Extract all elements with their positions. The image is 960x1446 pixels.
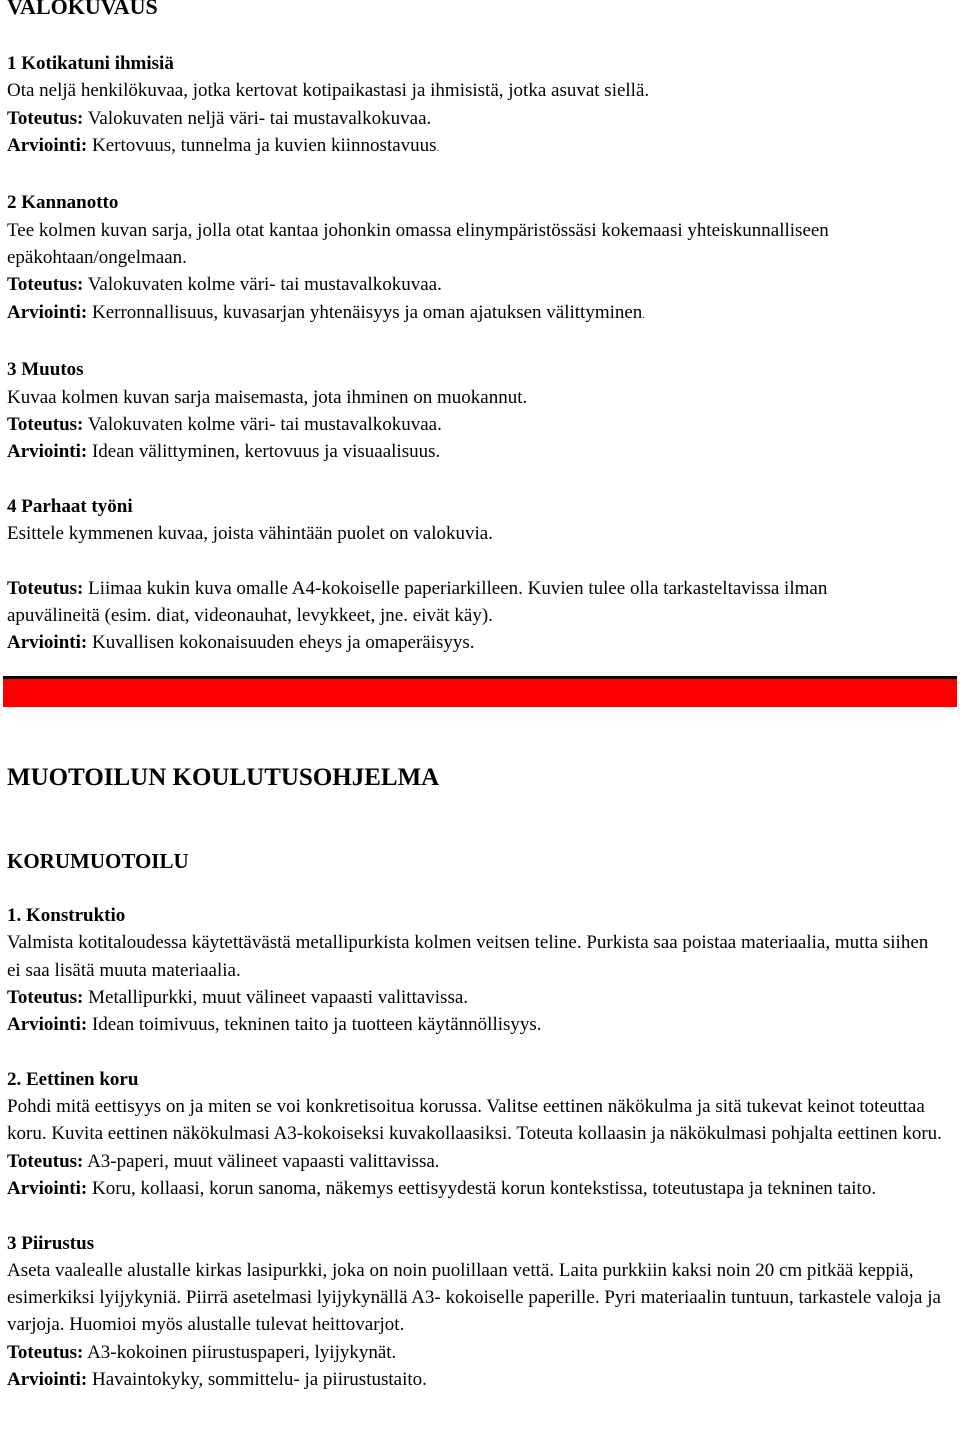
task-toteutus: Toteutus: A3-kokoinen piirustuspaperi, lyijykynät. [7,1341,397,1363]
task-description: Pohdi mitä eettisyys on ja miten se voi konkretisoitua korussa. Valitse eettinen näkökulma ja sitä tukevat keinot toteuttaa koru. Kuvita eettinen näkökulmasi A3-kokoiseksi kuvakollaasiksi. Toteuta kollaasin ja näkökulmasi pohjalta eettinen koru. [7,1096,942,1145]
task-arviointi: Arviointi: Idean toimivuus, tekninen taito ja tuotteen käytännöllisyys. [7,1014,542,1036]
task-toteutus: Toteutus: Valokuvaten kolme väri- tai mustavalkokuvaa. [7,413,442,435]
main-heading: MUOTOILUN KOULUTUSOHJELMA [7,764,440,791]
photo-task-1 [7,50,953,162]
sub-heading: KORUMUOTOILU [7,849,189,873]
task-arviointi: Arviointi: Idean välittyminen, kertovuus ja visuaalisuus. [7,441,441,463]
task-arviointi: Arviointi: Koru, kollaasi, korun sanoma, näkemys eettisyydestä korun kontekstissa, toteutustapa ja tekninen taito. [7,1177,877,1199]
task-description: Valmista kotitaloudessa käytettävästä metallipurkista kolmen veitsen teline. Purkista saa poistaa materiaalia, mutta siihen ei saa lisätä muuta materiaalia. [7,932,929,981]
red-divider-bar [3,676,957,707]
task-arviointi: Arviointi: Kuvallisen kokonaisuuden eheys ja omaperäisyys. [7,632,475,654]
task-description: Esittele kymmenen kuvaa, joista vähintään puolet on valokuvia. [7,523,493,545]
design-task-1 [7,902,953,1038]
task-title: 1 Kotikatuni ihmisiä [7,53,174,74]
design-task-3 [7,1230,953,1394]
design-task-2 [7,1066,953,1202]
photo-task-3 [7,356,953,465]
photo-task-4 [7,493,953,657]
task-description: Ota neljä henkilökuvaa, jotka kertovat kotipaikastasi ja ihmisistä, jotka asuvat siellä. [7,80,650,102]
photo-task-2 [7,189,953,328]
design-section [7,902,953,1393]
task-title: 1. Konstruktio [7,905,126,926]
task-toteutus: Toteutus: Liimaa kukin kuva omalle A4-kokoiselle paperiarkilleen. Kuvien tulee olla tarkasteltavissa ilman apuvälineitä (esim. diat, videonauhat, levykkeet, jne. eivät käy). [7,577,828,626]
section-title-valokuvaus: VALOKUVAUS [7,0,158,19]
task-toteutus: Toteutus: A3-paperi, muut välineet vapaasti valittavissa. [7,1150,440,1172]
task-title: 3 Muutos [7,359,84,381]
task-toteutus: Toteutus: Metallipurkki, muut välineet vapaasti valittavissa. [7,986,469,1008]
task-description: Tee kolmen kuvan sarja, jolla otat kantaa johonkin omassa elinympäristössäsi kokemaasi yhteiskunnalliseen epäkohtaan/ongelmaan. [7,219,829,269]
task-title: 4 Parhaat työni [7,495,133,517]
task-title: 2 Kannanotto [7,192,119,214]
task-description: Aseta vaalealle alustalle kirkas lasipurkki, joka on noin puolillaan vettä. Laita purkkiin kaksi noin 20 cm pitkää keppiä, esimerkiksi lyijykyniä. Piirrä asetelmasi lyijykynällä A3- kokoiselle paperille. Pyri materiaalin tuntuun, tarkastele valoja ja varjoja. Huomioi myös alustalle tulevat heittovarjot. [7,1259,941,1336]
task-title: 2. Eettinen koru [7,1068,139,1090]
task-description: Kuvaa kolmen kuvan sarja maisemasta, jota ihminen on muokannut. [7,386,528,408]
task-arviointi: Arviointi: Kertovuus, tunnelma ja kuvien kiinnostavuus. [7,134,440,156]
photography-section [7,0,953,657]
task-toteutus: Toteutus: Valokuvaten kolme väri- tai mustavalkokuvaa. [7,274,442,296]
task-title: 3 Piirustus [7,1232,95,1254]
task-toteutus: Toteutus: Valokuvaten neljä väri- tai mustavalkokuvaa. [7,107,432,129]
task-arviointi: Arviointi: Kerronnallisuus, kuvasarjan yhtenäisyys ja oman ajatuksen välittyminen. [7,301,645,323]
task-arviointi: Arviointi: Havaintokyky, sommittelu- ja piirustustaito. [7,1369,427,1391]
